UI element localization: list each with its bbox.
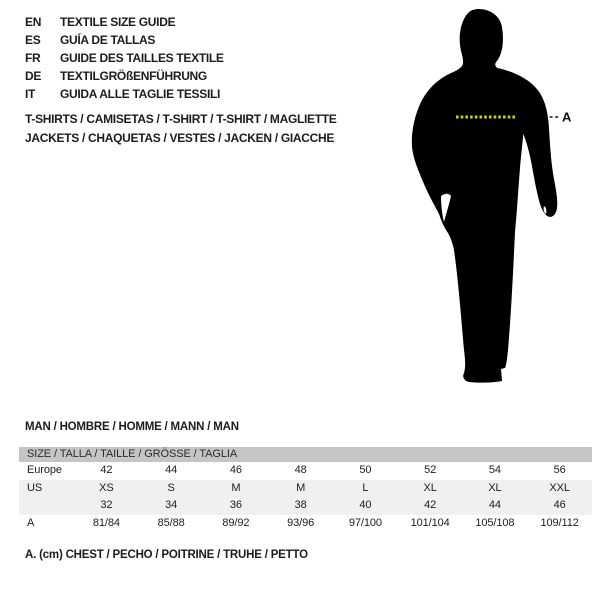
size-cell: 81/84 <box>92 516 120 529</box>
language-code: ES <box>25 33 41 47</box>
row-label: A <box>27 516 35 529</box>
row-label <box>19 497 74 515</box>
measure-label-a: A <box>562 109 572 125</box>
category-line-jackets: JACKETS / CHAQUETAS / VESTES / JACKEN / GIACCHE <box>25 131 335 145</box>
size-cell: 42 <box>100 464 113 476</box>
size-cell: M <box>231 481 241 494</box>
size-cell: 93/96 <box>287 516 315 529</box>
language-list <box>25 13 224 103</box>
language-code: DE <box>25 69 42 83</box>
garment-categories <box>25 110 337 148</box>
language-label: TEXTILGRÖßENFÜHRUNG <box>60 69 207 83</box>
size-cell: 32 <box>100 499 113 511</box>
size-cell: XS <box>99 481 114 494</box>
language-label: GUÍA DE TALLAS <box>60 33 156 47</box>
size-cell: 101/104 <box>410 516 450 529</box>
table-row-us-numeric <box>19 497 592 515</box>
size-cell: XXL <box>549 481 570 494</box>
language-code: IT <box>25 87 36 101</box>
language-label: GUIDE DES TAILLES TEXTILE <box>60 51 224 65</box>
size-cell: 54 <box>488 464 501 476</box>
table-row-europe <box>19 462 592 480</box>
size-cell: 89/92 <box>222 516 250 529</box>
silhouette-body <box>412 9 526 383</box>
size-cell: 36 <box>229 499 242 511</box>
language-row-fr <box>25 49 224 67</box>
size-cell: 46 <box>229 464 242 476</box>
size-cell: 40 <box>359 499 372 511</box>
language-code: EN <box>25 15 42 29</box>
category-line-tshirts: T-SHIRTS / CAMISETAS / T-SHIRT / T-SHIRT / MAGLIETTE <box>25 112 337 126</box>
man-silhouette-svg <box>400 0 600 400</box>
size-cell: XL <box>488 481 502 494</box>
language-row-de <box>25 67 224 85</box>
size-cell: 109/112 <box>540 516 579 529</box>
size-cell: S <box>167 481 175 494</box>
size-cell: 50 <box>359 464 372 476</box>
size-cell: 42 <box>424 499 437 511</box>
size-table-header: SIZE / TALLA / TAILLE / GRÖSSE / TAGLIA <box>19 447 592 462</box>
language-row-en <box>25 13 224 31</box>
size-cell: 52 <box>424 464 437 476</box>
row-label: US <box>27 481 43 494</box>
size-cell: 105/108 <box>475 516 515 529</box>
language-label: GUIDA ALLE TAGLIE TESSILI <box>60 87 221 101</box>
gender-heading: MAN / HOMBRE / HOMME / MANN / MAN <box>25 421 239 433</box>
size-cell: M <box>296 481 306 494</box>
size-cell: L <box>362 481 369 494</box>
language-code: FR <box>25 51 41 65</box>
size-cell: 48 <box>294 464 307 476</box>
measurement-footnote: A. (cm) CHEST / PECHO / POITRINE / TRUHE / PETTO <box>25 549 308 561</box>
table-row-us-letter <box>19 480 592 498</box>
size-cell: 97/100 <box>348 516 382 529</box>
man-silhouette-figure <box>400 0 600 400</box>
size-cell: 44 <box>488 499 501 511</box>
language-label: TEXTILE SIZE GUIDE <box>60 15 176 29</box>
row-label: Europe <box>27 464 62 476</box>
size-table <box>19 447 592 532</box>
language-row-it <box>25 85 224 103</box>
table-row-chest-a <box>19 515 592 533</box>
size-cell: 34 <box>165 499 178 511</box>
size-cell: 56 <box>553 464 566 476</box>
size-cell: 46 <box>553 499 566 511</box>
size-cell: 38 <box>294 499 307 511</box>
size-cell: 44 <box>165 464 178 476</box>
size-cell: XL <box>423 481 437 494</box>
language-row-es <box>25 31 224 49</box>
size-cell: 85/88 <box>157 516 185 529</box>
